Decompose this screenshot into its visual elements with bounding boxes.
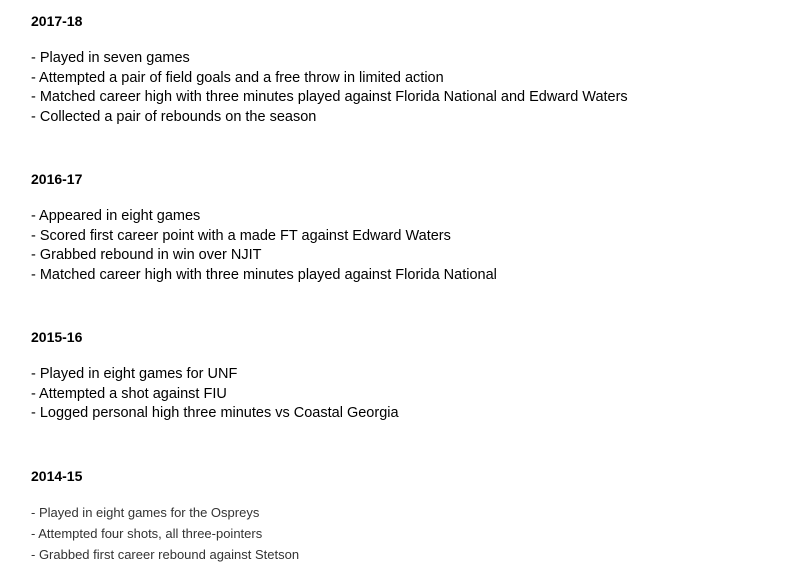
list-item: - Played in eight games for UNF (31, 366, 238, 382)
list-item: - Grabbed first career rebound against Stetson (31, 547, 300, 562)
list-item: - Grabbed rebound in win over NJIT (31, 247, 262, 264)
season-2015-16 (31, 329, 771, 424)
season-2016-17 (31, 171, 771, 285)
list-item: - Appeared in eight games (31, 208, 201, 224)
list-item: - Played in seven games (31, 50, 190, 66)
season-heading: 2014-15 (31, 468, 83, 484)
list-item: - Scored first career point with a made FT against Edward Waters (31, 227, 451, 244)
season-2014-15 (31, 468, 771, 565)
list-item: - Attempted four shots, all three-pointers (31, 526, 263, 541)
list-item: - Attempted a pair of field goals and a free throw in limited action (31, 69, 444, 86)
season-heading: 2015-16 (31, 329, 83, 345)
list-item: - Collected a pair of rebounds on the season (31, 108, 317, 125)
list-item: - Logged personal high three minutes vs Coastal Georgia (31, 405, 399, 422)
list-item: - Matched career high with three minutes played against Florida National (31, 266, 497, 283)
season-notes-list (31, 207, 771, 285)
list-item: - Attempted a shot against FIU (31, 385, 227, 402)
season-notes-list (31, 49, 771, 127)
season-2017-18 (31, 13, 771, 127)
season-notes-list (31, 365, 771, 424)
season-heading: 2017-18 (31, 13, 83, 29)
season-heading: 2016-17 (31, 171, 83, 187)
list-item: - Played in eight games for the Ospreys (31, 505, 260, 520)
list-item: - Matched career high with three minutes played against Florida National and Edward Waters (31, 89, 628, 106)
season-notes-list (31, 502, 771, 565)
